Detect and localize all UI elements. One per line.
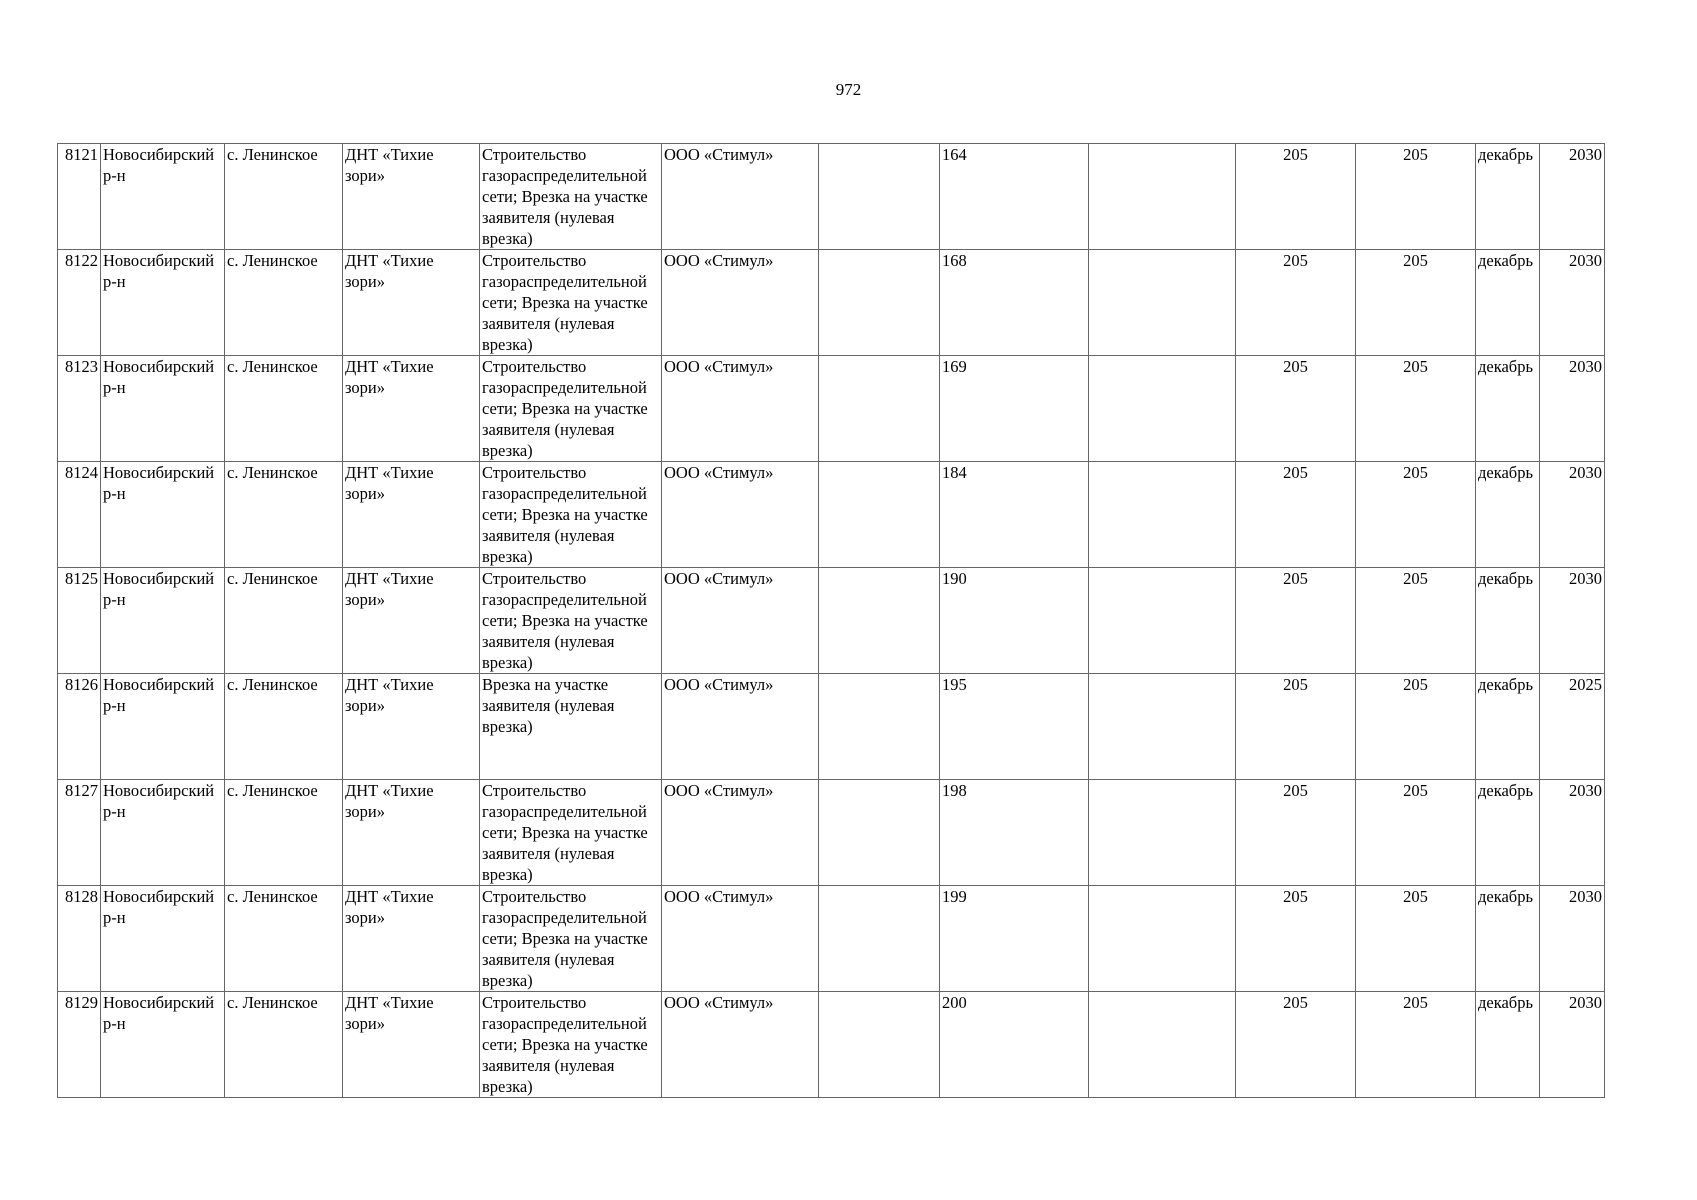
year-cell: 2030: [1540, 992, 1605, 1098]
month-cell: декабрь: [1476, 144, 1540, 250]
row-id-cell: 8125: [58, 568, 101, 674]
empty-cell: [819, 568, 940, 674]
value-2-cell: 205: [1356, 674, 1476, 780]
object-cell: ДНТ «Тихие зори»: [343, 568, 480, 674]
table-row: [58, 674, 1605, 780]
table-row: [58, 144, 1605, 250]
district-cell: Новосибирский р-н: [101, 886, 225, 992]
year-cell: 2030: [1540, 780, 1605, 886]
year-cell: 2030: [1540, 250, 1605, 356]
organization-cell: ООО «Стимул»: [662, 568, 819, 674]
work-type-cell: Строительство газораспределительной сети; Врезка на участке заявителя (нулевая врезка): [480, 356, 662, 462]
work-type-cell: Строительство газораспределительной сети; Врезка на участке заявителя (нулевая врезка): [480, 250, 662, 356]
month-cell: декабрь: [1476, 886, 1540, 992]
value-1-cell: 205: [1236, 144, 1356, 250]
year-cell: 2030: [1540, 568, 1605, 674]
empty-cell: [1089, 674, 1236, 780]
empty-cell: [819, 356, 940, 462]
settlement-cell: с. Ленинское: [225, 568, 343, 674]
settlement-cell: с. Ленинское: [225, 886, 343, 992]
empty-cell: [1089, 250, 1236, 356]
empty-cell: [819, 886, 940, 992]
table-row: [58, 568, 1605, 674]
empty-cell: [819, 674, 940, 780]
empty-cell: [1089, 144, 1236, 250]
organization-cell: ООО «Стимул»: [662, 992, 819, 1098]
year-cell: 2025: [1540, 674, 1605, 780]
table-row: [58, 780, 1605, 886]
district-cell: Новосибирский р-н: [101, 356, 225, 462]
value-1-cell: 205: [1236, 250, 1356, 356]
object-cell: ДНТ «Тихие зори»: [343, 462, 480, 568]
row-id-cell: 8129: [58, 992, 101, 1098]
value-cell: 198: [940, 780, 1089, 886]
table-row: [58, 250, 1605, 356]
organization-cell: ООО «Стимул»: [662, 356, 819, 462]
district-cell: Новосибирский р-н: [101, 568, 225, 674]
settlement-cell: с. Ленинское: [225, 250, 343, 356]
object-cell: ДНТ «Тихие зори»: [343, 992, 480, 1098]
object-cell: ДНТ «Тихие зори»: [343, 780, 480, 886]
month-cell: декабрь: [1476, 568, 1540, 674]
value-1-cell: 205: [1236, 356, 1356, 462]
value-2-cell: 205: [1356, 992, 1476, 1098]
month-cell: декабрь: [1476, 674, 1540, 780]
data-table: [57, 143, 1605, 1098]
value-1-cell: 205: [1236, 462, 1356, 568]
settlement-cell: с. Ленинское: [225, 462, 343, 568]
value-2-cell: 205: [1356, 250, 1476, 356]
value-cell: 168: [940, 250, 1089, 356]
object-cell: ДНТ «Тихие зори»: [343, 144, 480, 250]
district-cell: Новосибирский р-н: [101, 992, 225, 1098]
object-cell: ДНТ «Тихие зори»: [343, 250, 480, 356]
row-id-cell: 8127: [58, 780, 101, 886]
empty-cell: [1089, 568, 1236, 674]
value-1-cell: 205: [1236, 780, 1356, 886]
empty-cell: [819, 250, 940, 356]
work-type-cell: Строительство газораспределительной сети; Врезка на участке заявителя (нулевая врезка): [480, 144, 662, 250]
value-cell: 199: [940, 886, 1089, 992]
value-cell: 195: [940, 674, 1089, 780]
district-cell: Новосибирский р-н: [101, 250, 225, 356]
empty-cell: [1089, 356, 1236, 462]
organization-cell: ООО «Стимул»: [662, 780, 819, 886]
value-2-cell: 205: [1356, 144, 1476, 250]
empty-cell: [1089, 886, 1236, 992]
table-row: [58, 356, 1605, 462]
value-cell: 164: [940, 144, 1089, 250]
row-id-cell: 8122: [58, 250, 101, 356]
month-cell: декабрь: [1476, 992, 1540, 1098]
table-row: [58, 886, 1605, 992]
organization-cell: ООО «Стимул»: [662, 250, 819, 356]
row-id-cell: 8128: [58, 886, 101, 992]
value-1-cell: 205: [1236, 886, 1356, 992]
empty-cell: [819, 462, 940, 568]
value-cell: 200: [940, 992, 1089, 1098]
empty-cell: [1089, 992, 1236, 1098]
month-cell: декабрь: [1476, 356, 1540, 462]
value-2-cell: 205: [1356, 886, 1476, 992]
value-1-cell: 205: [1236, 674, 1356, 780]
value-cell: 169: [940, 356, 1089, 462]
empty-cell: [1089, 462, 1236, 568]
value-2-cell: 205: [1356, 780, 1476, 886]
empty-cell: [819, 992, 940, 1098]
empty-cell: [1089, 780, 1236, 886]
value-cell: 184: [940, 462, 1089, 568]
object-cell: ДНТ «Тихие зори»: [343, 674, 480, 780]
row-id-cell: 8121: [58, 144, 101, 250]
organization-cell: ООО «Стимул»: [662, 674, 819, 780]
month-cell: декабрь: [1476, 780, 1540, 886]
year-cell: 2030: [1540, 356, 1605, 462]
empty-cell: [819, 144, 940, 250]
work-type-cell: Строительство газораспределительной сети; Врезка на участке заявителя (нулевая врезка): [480, 568, 662, 674]
work-type-cell: Строительство газораспределительной сети; Врезка на участке заявителя (нулевая врезка): [480, 780, 662, 886]
district-cell: Новосибирский р-н: [101, 462, 225, 568]
value-1-cell: 205: [1236, 992, 1356, 1098]
work-type-cell: Строительство газораспределительной сети; Врезка на участке заявителя (нулевая врезка): [480, 462, 662, 568]
district-cell: Новосибирский р-н: [101, 674, 225, 780]
settlement-cell: с. Ленинское: [225, 992, 343, 1098]
value-2-cell: 205: [1356, 462, 1476, 568]
district-cell: Новосибирский р-н: [101, 780, 225, 886]
year-cell: 2030: [1540, 462, 1605, 568]
month-cell: декабрь: [1476, 462, 1540, 568]
settlement-cell: с. Ленинское: [225, 674, 343, 780]
row-id-cell: 8126: [58, 674, 101, 780]
year-cell: 2030: [1540, 886, 1605, 992]
value-2-cell: 205: [1356, 356, 1476, 462]
settlement-cell: с. Ленинское: [225, 144, 343, 250]
table-row: [58, 992, 1605, 1098]
work-type-cell: Строительство газораспределительной сети; Врезка на участке заявителя (нулевая врезка): [480, 992, 662, 1098]
settlement-cell: с. Ленинское: [225, 356, 343, 462]
value-2-cell: 205: [1356, 568, 1476, 674]
object-cell: ДНТ «Тихие зори»: [343, 356, 480, 462]
district-cell: Новосибирский р-н: [101, 144, 225, 250]
page-number: 972: [835, 80, 862, 99]
organization-cell: ООО «Стимул»: [662, 144, 819, 250]
row-id-cell: 8123: [58, 356, 101, 462]
organization-cell: ООО «Стимул»: [662, 886, 819, 992]
empty-cell: [819, 780, 940, 886]
work-type-cell: Строительство газораспределительной сети; Врезка на участке заявителя (нулевая врезка): [480, 886, 662, 992]
month-cell: декабрь: [1476, 250, 1540, 356]
object-cell: ДНТ «Тихие зори»: [343, 886, 480, 992]
table-body: [58, 144, 1605, 1098]
year-cell: 2030: [1540, 144, 1605, 250]
value-cell: 190: [940, 568, 1089, 674]
settlement-cell: с. Ленинское: [225, 780, 343, 886]
work-type-cell: Врезка на участке заявителя (нулевая врезка): [480, 674, 662, 780]
table-row: [58, 462, 1605, 568]
organization-cell: ООО «Стимул»: [662, 462, 819, 568]
row-id-cell: 8124: [58, 462, 101, 568]
value-1-cell: 205: [1236, 568, 1356, 674]
